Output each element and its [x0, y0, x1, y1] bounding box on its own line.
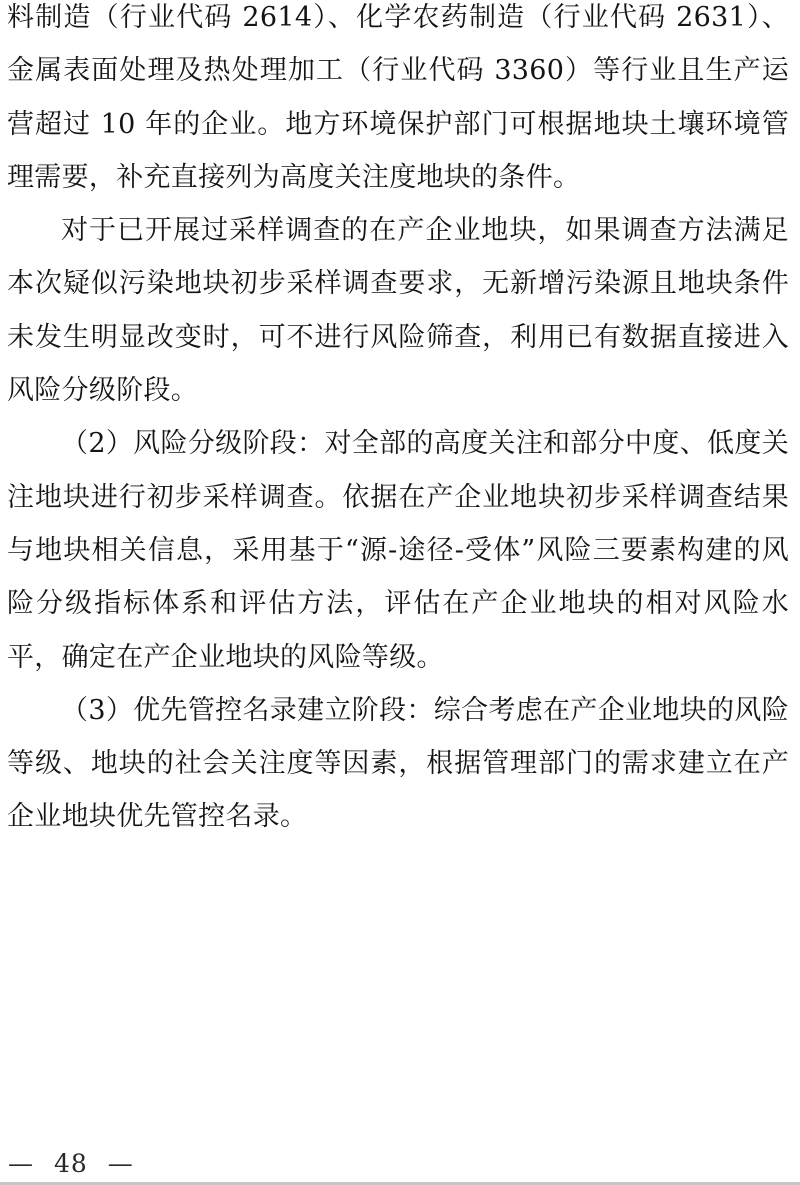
page-number: — 48 —: [8, 1149, 134, 1178]
paragraph-continuation: 料制造（行业代码 2614）、化学农药制造（行业代码 2631）、金属表面处理及热处理加工（行业代码 3360）等行业且生产运营超过 10 年的企业。地方环境保护部门可根据地块土壤环境管理需要，补充直接列为高度关注度地块的条件。: [7, 2, 789, 193]
paragraph-risk-grading-stage: （2）风险分级阶段：对全部的高度关注和部分中度、低度关注地块进行初步采样调查。依据在产企业地块初步采样调查结果与地块相关信息，采用基于“源-途径-受体”风险三要素构建的风险分级指标体系和评估方法，评估在产企业地块的相对风险水平，确定在产企业地块的风险等级。: [7, 428, 789, 673]
page-footer: [8, 1150, 134, 1178]
document-body: [7, 0, 789, 844]
paragraph-sampling-survey: 对于已开展过采样调查的在产企业地块，如果调查方法满足本次疑似污染地块初步采样调查要求，无新增污染源且地块条件未发生明显改变时，可不进行风险筛查，利用已有数据直接进入风险分级阶段。: [7, 215, 789, 407]
paragraph-priority-control-list-stage: （3）优先管控名录建立阶段：综合考虑在产企业地块的风险等级、地块的社会关注度等因素，根据管理部门的需求建立在产企业地块优先管控名录。: [7, 694, 789, 833]
